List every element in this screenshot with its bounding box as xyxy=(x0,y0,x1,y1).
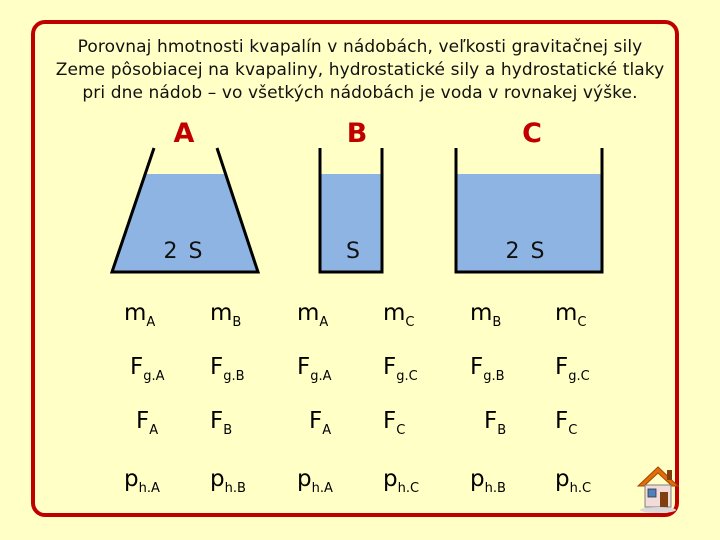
quantity-symbol: F xyxy=(555,408,569,434)
quantity-subscript: g.C xyxy=(396,369,418,384)
quantity-subscript: C xyxy=(568,423,578,438)
quantity-symbol: F xyxy=(130,354,144,380)
comparison-row xyxy=(0,466,720,506)
comparison-cell xyxy=(470,354,505,384)
quantity-symbol: m xyxy=(383,300,406,326)
quantity-symbol: F xyxy=(136,408,150,434)
quantity-symbol: F xyxy=(210,354,224,380)
comparison-cell xyxy=(124,466,160,496)
quantity-subscript: A xyxy=(322,423,332,438)
quantity-symbol: m xyxy=(555,300,578,326)
quantity-subscript: A xyxy=(146,315,156,330)
comparison-cell xyxy=(470,300,501,330)
quantity-subscript: C xyxy=(405,315,415,330)
comparison-cell xyxy=(555,408,577,438)
quantity-subscript: g.B xyxy=(483,369,505,384)
vessel-b-label: B xyxy=(346,118,368,149)
quantity-symbol: F xyxy=(297,354,311,380)
comparison-cell xyxy=(555,466,591,496)
quantity-symbol: m xyxy=(210,300,233,326)
comparison-cell xyxy=(130,354,165,384)
quantity-subscript: h.A xyxy=(311,481,333,496)
comparison-cell xyxy=(124,300,155,330)
comparison-cell xyxy=(136,408,158,438)
comparison-cell xyxy=(210,466,246,496)
comparison-cell xyxy=(383,300,414,330)
comparison-cell xyxy=(470,466,506,496)
vessel-b-area: S xyxy=(346,239,362,264)
comparison-cell xyxy=(309,408,331,438)
quantity-symbol: p xyxy=(555,466,570,492)
quantity-symbol: m xyxy=(297,300,320,326)
intro-line-2: Zeme pôsobiacej na kvapaliny, hydrostatické sily a hydrostatické tlaky xyxy=(55,60,665,80)
quantity-symbol: m xyxy=(470,300,493,326)
comparison-cell xyxy=(297,300,328,330)
comparison-cell xyxy=(297,466,333,496)
comparison-cell xyxy=(555,354,590,384)
quantity-subscript: g.A xyxy=(143,369,165,384)
quantity-subscript: h.C xyxy=(569,481,592,496)
quantity-subscript: g.B xyxy=(223,369,245,384)
quantity-subscript: g.A xyxy=(310,369,332,384)
quantity-symbol: F xyxy=(309,408,323,434)
intro-line-1: Porovnaj hmotnosti kvapalín v nádobách, veľkosti gravitačnej sily xyxy=(77,37,643,57)
quantity-subscript: B xyxy=(492,315,502,330)
quantity-subscript: B xyxy=(497,423,507,438)
quantity-symbol: p xyxy=(470,466,485,492)
quantity-subscript: h.C xyxy=(397,481,420,496)
comparison-row xyxy=(0,408,720,448)
quantity-symbol: p xyxy=(210,466,225,492)
quantity-symbol: F xyxy=(210,408,224,434)
comparison-cell xyxy=(210,354,245,384)
quantity-subscript: h.A xyxy=(138,481,160,496)
quantity-symbol: m xyxy=(124,300,147,326)
comparison-cell xyxy=(210,300,241,330)
vessel-a-label: A xyxy=(173,118,195,149)
comparison-cell xyxy=(484,408,506,438)
vessel-a-area: 2 S xyxy=(163,239,205,264)
comparison-row xyxy=(0,300,720,340)
quantity-subscript: C xyxy=(396,423,406,438)
quantity-subscript: h.B xyxy=(484,481,506,496)
quantity-symbol: F xyxy=(383,408,397,434)
comparison-cell xyxy=(383,466,419,496)
quantity-symbol: p xyxy=(297,466,312,492)
quantity-subscript: C xyxy=(577,315,587,330)
quantity-subscript: B xyxy=(232,315,242,330)
quantity-subscript: g.C xyxy=(568,369,590,384)
house-icon[interactable] xyxy=(636,464,680,514)
comparison-cell xyxy=(555,300,586,330)
quantity-symbol: F xyxy=(484,408,498,434)
quantity-symbol: p xyxy=(383,466,398,492)
quantity-symbol: F xyxy=(555,354,569,380)
vessel-c-area: 2 S xyxy=(505,239,547,264)
quantity-symbol: F xyxy=(383,354,397,380)
vessel-c-label: C xyxy=(522,118,542,149)
quantity-subscript: B xyxy=(223,423,233,438)
comparison-cell xyxy=(383,354,418,384)
intro-line-3: pri dne nádob – vo všetkých nádobách je voda v rovnakej výške. xyxy=(82,83,638,103)
quantity-symbol: p xyxy=(124,466,139,492)
quantity-subscript: A xyxy=(319,315,329,330)
comparison-cell xyxy=(383,408,405,438)
comparison-row xyxy=(0,354,720,394)
quantity-subscript: h.B xyxy=(224,481,246,496)
comparison-cell xyxy=(210,408,232,438)
quantity-subscript: A xyxy=(149,423,159,438)
quantity-symbol: F xyxy=(470,354,484,380)
comparison-cell xyxy=(297,354,332,384)
